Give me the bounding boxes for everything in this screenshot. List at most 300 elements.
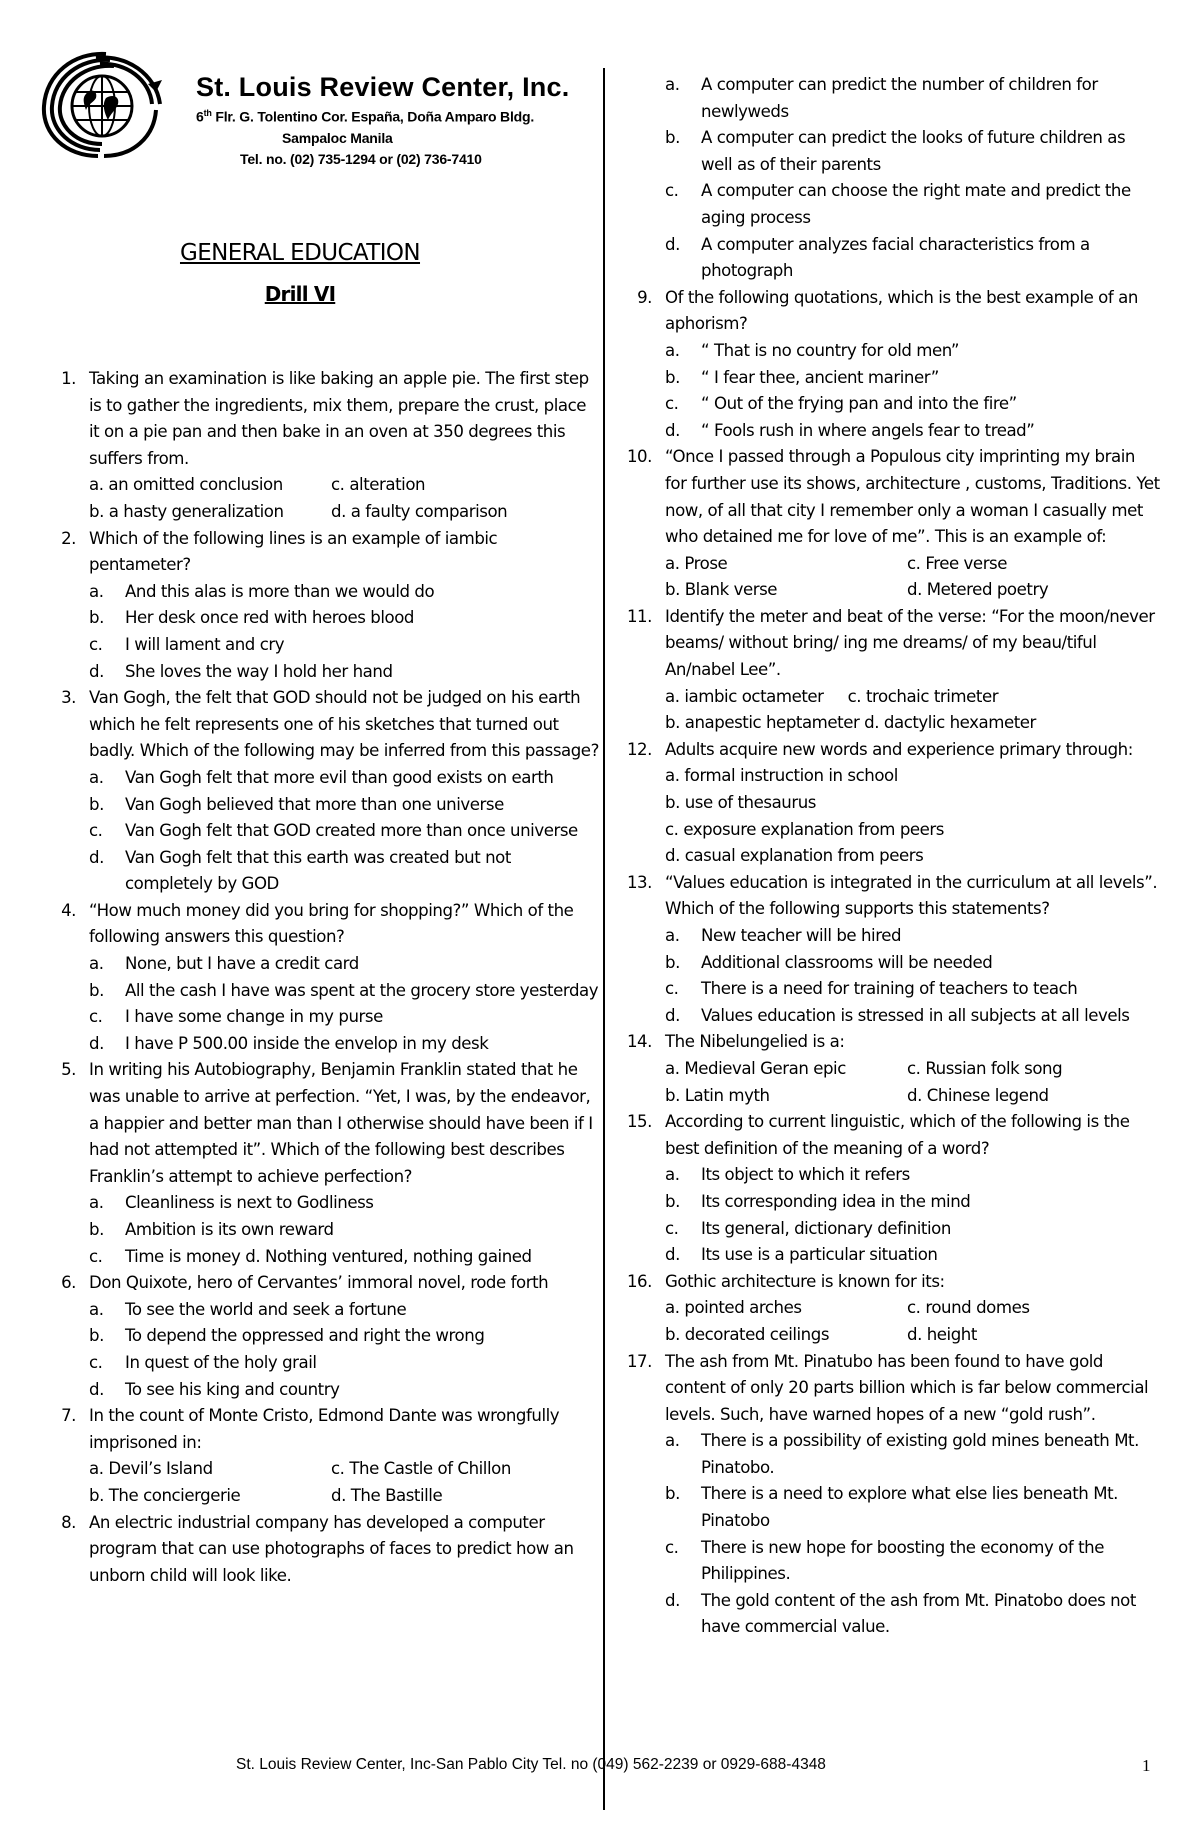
question-number: 17. bbox=[626, 1351, 652, 1371]
option-spacer bbox=[620, 1295, 665, 1322]
answer-option bbox=[44, 1323, 600, 1350]
option-text: Its use is a particular situation bbox=[701, 1245, 938, 1265]
option-text: To see the world and seek a fortune bbox=[125, 1299, 407, 1319]
answer-option bbox=[44, 978, 600, 1005]
option-spacer bbox=[44, 765, 89, 792]
question-block bbox=[44, 1510, 600, 1590]
option-text: In quest of the holy grail bbox=[125, 1352, 317, 1372]
option-spacer bbox=[620, 1428, 665, 1481]
option-choice: d. height bbox=[907, 1324, 977, 1344]
answer-option-line bbox=[620, 710, 1160, 737]
option-text: She loves the way I hold her hand bbox=[125, 661, 393, 681]
option-text: A computer analyzes facial characteristics from a photograph bbox=[701, 234, 1090, 281]
option-pair-body bbox=[665, 1295, 1160, 1322]
option-letter: d. bbox=[665, 1590, 680, 1610]
question-row bbox=[620, 1349, 1160, 1429]
question-row bbox=[44, 1403, 600, 1456]
option-text: And this alas is more than we would do bbox=[125, 581, 435, 601]
option-letter: c. bbox=[89, 821, 103, 841]
question-block bbox=[620, 737, 1160, 870]
question-text: Don Quixote, hero of Cervantes’ immoral novel, rode forth bbox=[89, 1273, 549, 1293]
option-letter: b. bbox=[665, 1484, 680, 1504]
option-choice: d. Metered poetry bbox=[907, 580, 1049, 600]
answer-option bbox=[620, 950, 1160, 977]
option-spacer bbox=[44, 1297, 89, 1324]
option-text: “ I fear thee, ancient mariner” bbox=[701, 367, 939, 387]
option-spacer bbox=[620, 710, 665, 737]
option-body bbox=[89, 951, 600, 978]
question-text: “How much money did you bring for shopping?” Which of the following answers this question? bbox=[89, 900, 574, 947]
column-divider bbox=[603, 68, 605, 1810]
option-letter: a. bbox=[665, 75, 680, 94]
question-block bbox=[620, 1109, 1160, 1269]
option-body bbox=[665, 365, 1160, 392]
option-text: Van Gogh felt that more evil than good exists on earth bbox=[125, 767, 554, 787]
answer-option bbox=[44, 1244, 600, 1271]
option-body bbox=[89, 659, 600, 686]
question-text: Of the following quotations, which is the best example of an aphorism? bbox=[665, 287, 1138, 334]
document-subtitle: Drill VI bbox=[264, 282, 336, 306]
option-text: a. formal instruction in school bbox=[665, 766, 898, 786]
option-spacer bbox=[44, 632, 89, 659]
question-text: Taking an examination is like baking an apple pie. The first step is to gather the ingredients, mix them, prepare the crust, place it on a pie pan and then bake in an oven at 350 degrees this suffers from. bbox=[89, 369, 589, 468]
address-line-2: Sampaloc Manila bbox=[282, 129, 393, 146]
option-body bbox=[89, 1004, 600, 1031]
option-letter: c. bbox=[665, 1537, 679, 1557]
option-letter: c. bbox=[665, 1218, 679, 1238]
option-spacer bbox=[44, 792, 89, 819]
option-spacer bbox=[44, 1456, 89, 1483]
question-row bbox=[620, 285, 1160, 338]
question-text: The ash from Mt. Pinatubo has been found to have gold content of only 20 parts billion which is far below commercial levels. Such, have warned hopes of a new “gold rush”. bbox=[665, 1351, 1149, 1424]
option-body bbox=[665, 125, 1160, 178]
option-spacer bbox=[44, 1483, 89, 1510]
option-choice: b. The conciergerie bbox=[89, 1485, 241, 1505]
option-text: Its corresponding idea in the mind bbox=[701, 1191, 971, 1211]
question-block bbox=[44, 1270, 600, 1403]
question-text: Identify the meter and beat of the verse: “For the moon/never beams/ without bring/ ing me dreams/ of my beau/tiful An/nabel Lee”. bbox=[665, 606, 1155, 680]
option-letter: b. bbox=[665, 1191, 680, 1211]
option-pair-body bbox=[665, 551, 1160, 578]
option-text: Its object to which it refers bbox=[701, 1165, 910, 1185]
option-spacer bbox=[44, 951, 89, 978]
question-text: “Values education is integrated in the curriculum at all levels”. Which of the following supports this statements? bbox=[665, 872, 1158, 919]
question-text: Which of the following lines is an example of iambic pentameter? bbox=[89, 528, 498, 575]
question-text: “Once I passed through a Populous city imprinting my brain for further use its shows, architecture , customs, Traditions. Yet now, of all that city I remember only a woman I casually met who detained me for love of me”. This is an example of: bbox=[665, 447, 1160, 547]
option-letter: a. bbox=[89, 1299, 104, 1319]
option-text: There is a need to explore what else lies beneath Mt. Pinatobo bbox=[701, 1484, 1118, 1531]
option-body bbox=[89, 1190, 600, 1217]
option-text: There is a possibility of existing gold mines beneath Mt. Pinatobo. bbox=[701, 1431, 1139, 1477]
footer bbox=[0, 1756, 1200, 1780]
question-row bbox=[620, 444, 1160, 550]
globe-logo-icon bbox=[36, 48, 168, 160]
option-spacer bbox=[620, 577, 665, 604]
answer-option bbox=[44, 579, 600, 606]
option-spacer bbox=[620, 1003, 665, 1030]
option-text: Van Gogh felt that this earth was created but not completely by GOD bbox=[125, 847, 511, 894]
option-body bbox=[89, 845, 600, 898]
option-spacer bbox=[44, 978, 89, 1005]
option-pair-body bbox=[89, 472, 600, 499]
option-choice: d. Chinese legend bbox=[907, 1085, 1049, 1105]
option-letter: b. bbox=[665, 128, 680, 148]
question-row bbox=[620, 1029, 1160, 1056]
option-body bbox=[665, 338, 1160, 365]
answer-option bbox=[620, 1535, 1160, 1588]
option-text: There is a need for training of teachers to teach bbox=[701, 979, 1078, 999]
option-spacer bbox=[620, 1216, 665, 1243]
question-text: Gothic architecture is known for its: bbox=[665, 1271, 945, 1291]
question-row bbox=[620, 870, 1160, 923]
option-spacer bbox=[620, 551, 665, 578]
option-spacer bbox=[620, 338, 665, 365]
option-spacer bbox=[620, 1588, 665, 1641]
answer-option bbox=[44, 632, 600, 659]
question-text: Van Gogh, the felt that GOD should not be judged on his earth which he felt represents one of his sketches that turned out badly. Which of the following may be inferred from this passage? bbox=[89, 688, 599, 761]
option-choice: c. Russian folk song bbox=[907, 1058, 1063, 1078]
option-text: Van Gogh believed that more than one universe bbox=[125, 794, 504, 814]
option-text: Values education is stressed in all subjects at all levels bbox=[701, 1005, 1130, 1025]
option-spacer bbox=[620, 763, 665, 790]
answer-option bbox=[620, 923, 1160, 950]
question-row bbox=[44, 366, 600, 472]
option-spacer bbox=[620, 391, 665, 418]
option-spacer bbox=[620, 684, 665, 711]
option-choice: b. Latin myth bbox=[665, 1085, 770, 1105]
option-pair-body bbox=[89, 499, 600, 526]
question-number: 6. bbox=[61, 1273, 76, 1293]
answer-option bbox=[44, 1217, 600, 1244]
answer-option bbox=[44, 1350, 600, 1377]
answer-option-pair bbox=[620, 1083, 1160, 1110]
question-number: 14. bbox=[626, 1032, 652, 1052]
question-text: According to current linguistic, which of the following is the best definition of the meaning of a word? bbox=[665, 1112, 1130, 1158]
option-body bbox=[89, 1244, 600, 1271]
option-letter: b. bbox=[89, 608, 104, 628]
option-pair-body bbox=[665, 577, 1160, 604]
option-choice: c. Free verse bbox=[907, 553, 1008, 573]
option-spacer bbox=[44, 579, 89, 606]
option-body bbox=[89, 978, 600, 1005]
option-text: c. exposure explanation from peers bbox=[665, 819, 945, 839]
question-number: 11. bbox=[626, 606, 652, 626]
option-letter: c. bbox=[89, 634, 103, 654]
option-spacer bbox=[620, 125, 665, 178]
option-letter: a. bbox=[89, 581, 104, 601]
option-spacer bbox=[44, 1377, 89, 1404]
question-block bbox=[44, 898, 600, 1058]
option-spacer bbox=[44, 605, 89, 632]
answer-option-line bbox=[620, 790, 1160, 817]
option-choice: b. decorated ceilings bbox=[665, 1324, 830, 1344]
question-block bbox=[620, 604, 1160, 737]
question-block bbox=[620, 72, 1160, 285]
answer-option bbox=[44, 1004, 600, 1031]
answer-option bbox=[620, 1428, 1160, 1481]
answer-option-line bbox=[620, 843, 1160, 870]
option-body bbox=[665, 1162, 1160, 1189]
option-body bbox=[665, 1242, 1160, 1269]
option-pair-body bbox=[89, 1456, 600, 1483]
question-row bbox=[44, 1510, 600, 1590]
question-block bbox=[620, 870, 1160, 1030]
question-block bbox=[620, 1029, 1160, 1109]
answer-option bbox=[620, 976, 1160, 1003]
option-spacer bbox=[620, 1535, 665, 1588]
question-text: The Nibelungelied is a: bbox=[665, 1032, 845, 1052]
option-body bbox=[89, 1217, 600, 1244]
option-text: b. anapestic heptameter d. dactylic hexameter bbox=[665, 713, 1036, 733]
document-title: GENERAL EDUCATION bbox=[179, 240, 421, 266]
option-letter: b. bbox=[89, 980, 104, 1000]
option-letter: c. bbox=[665, 394, 679, 414]
option-body bbox=[665, 391, 1160, 418]
question-block bbox=[44, 1403, 600, 1509]
answer-option bbox=[620, 1481, 1160, 1534]
option-text: I will lament and cry bbox=[125, 634, 285, 654]
answer-option-line bbox=[620, 684, 1160, 711]
option-letter: a. bbox=[89, 954, 104, 974]
question-block bbox=[620, 285, 1160, 445]
option-choice: a. an omitted conclusion bbox=[89, 475, 283, 495]
option-body bbox=[89, 818, 600, 845]
question-number: 4. bbox=[61, 900, 76, 920]
option-body bbox=[89, 1377, 600, 1404]
question-number: 13. bbox=[626, 872, 652, 892]
answer-option bbox=[620, 1003, 1160, 1030]
option-pair-body bbox=[665, 1056, 1160, 1083]
answer-option bbox=[44, 1377, 600, 1404]
answer-option bbox=[44, 659, 600, 686]
answer-option bbox=[620, 178, 1160, 231]
option-spacer bbox=[620, 1083, 665, 1110]
option-text: There is new hope for boosting the economy of the Philippines. bbox=[701, 1537, 1104, 1584]
option-spacer bbox=[620, 1481, 665, 1534]
question-number: 15. bbox=[626, 1112, 652, 1132]
option-body bbox=[665, 1189, 1160, 1216]
header bbox=[36, 48, 596, 178]
option-text: “ That is no country for old men” bbox=[701, 340, 960, 360]
answer-option bbox=[620, 1242, 1160, 1269]
answer-option bbox=[44, 845, 600, 898]
option-text: I have some change in my purse bbox=[125, 1007, 383, 1027]
option-pair-body bbox=[89, 1483, 600, 1510]
answer-option-pair bbox=[620, 551, 1160, 578]
option-body bbox=[665, 1588, 1160, 1641]
option-text: A computer can choose the right mate and predict the aging process bbox=[701, 181, 1131, 227]
option-text: b. use of thesaurus bbox=[665, 793, 816, 813]
question-number: 8. bbox=[61, 1512, 76, 1532]
page-number: 1 bbox=[1142, 1756, 1151, 1775]
answer-option-line bbox=[620, 763, 1160, 790]
option-choice: b. a hasty generalization bbox=[89, 501, 284, 521]
option-letter: d. bbox=[89, 661, 104, 681]
option-letter: d. bbox=[89, 1033, 104, 1053]
question-block bbox=[620, 444, 1160, 604]
option-spacer bbox=[44, 499, 89, 526]
option-text: Its general, dictionary definition bbox=[701, 1218, 951, 1238]
answer-option bbox=[620, 1189, 1160, 1216]
answer-option bbox=[620, 418, 1160, 445]
answer-option bbox=[620, 1216, 1160, 1243]
option-text: Ambition is its own reward bbox=[125, 1220, 334, 1239]
option-spacer bbox=[44, 1004, 89, 1031]
option-spacer bbox=[44, 1323, 89, 1350]
answer-option-pair bbox=[620, 1322, 1160, 1349]
answer-option-pair bbox=[620, 577, 1160, 604]
option-letter: a. bbox=[665, 1165, 680, 1185]
option-body bbox=[89, 1350, 600, 1377]
option-spacer bbox=[620, 1162, 665, 1189]
option-letter: b. bbox=[89, 1220, 104, 1239]
option-text: “ Out of the frying pan and into the fire” bbox=[701, 394, 1017, 414]
option-text: The gold content of the ash from Mt. Pinatobo does not have commercial value. bbox=[701, 1590, 1136, 1637]
option-letter: d. bbox=[665, 1245, 680, 1265]
option-letter: b. bbox=[665, 952, 680, 972]
option-spacer bbox=[620, 843, 665, 870]
option-letter: d. bbox=[89, 847, 104, 867]
answer-option-line bbox=[620, 817, 1160, 844]
answer-option-pair bbox=[44, 1483, 600, 1510]
option-spacer bbox=[620, 950, 665, 977]
answer-option bbox=[620, 72, 1160, 125]
answer-option bbox=[44, 951, 600, 978]
option-text: “ Fools rush in where angels fear to tread” bbox=[701, 420, 1035, 440]
option-letter: c. bbox=[89, 1246, 103, 1266]
answer-option bbox=[44, 1190, 600, 1217]
question-block bbox=[44, 526, 600, 686]
answer-option-pair bbox=[620, 1295, 1160, 1322]
question-number: 2. bbox=[61, 528, 76, 548]
answer-option bbox=[44, 605, 600, 632]
option-body bbox=[89, 579, 600, 606]
option-spacer bbox=[44, 1031, 89, 1058]
question-number: 5. bbox=[61, 1060, 76, 1080]
answer-option bbox=[620, 365, 1160, 392]
question-row bbox=[44, 898, 600, 951]
option-letter: a. bbox=[665, 926, 680, 945]
option-text: A computer can predict the looks of future children as well as of their parents bbox=[701, 128, 1126, 174]
address-line-1: 6th Flr. G. Tolentino Cor. España, Doña Amparo Bldg. bbox=[196, 108, 535, 125]
question-block bbox=[620, 1269, 1160, 1349]
option-letter: b. bbox=[665, 367, 680, 387]
option-text: d. casual explanation from peers bbox=[665, 846, 924, 866]
option-spacer bbox=[620, 790, 665, 817]
answer-option bbox=[620, 1588, 1160, 1641]
answer-option bbox=[44, 1297, 600, 1324]
answer-option-pair bbox=[44, 1456, 600, 1483]
option-spacer bbox=[620, 72, 665, 125]
option-letter: b. bbox=[89, 1326, 104, 1346]
question-text: In writing his Autobiography, Benjamin Franklin stated that he was unable to arrive at perfection. “Yet, I was, by the endeavor, a happier and better man than I otherwise should have been if I had not attempted it”. Which of the following best describes Franklin’s attempt to achieve perfection? bbox=[89, 1060, 593, 1186]
right-column bbox=[620, 72, 1160, 1641]
option-letter: d. bbox=[665, 420, 680, 440]
option-letter: c. bbox=[89, 1352, 103, 1372]
question-block bbox=[44, 366, 600, 526]
option-body bbox=[665, 1003, 1160, 1030]
option-letter: d. bbox=[89, 1379, 104, 1399]
question-number: 12. bbox=[626, 739, 652, 759]
question-row bbox=[620, 737, 1160, 764]
option-spacer bbox=[620, 178, 665, 231]
answer-option bbox=[44, 765, 600, 792]
option-body bbox=[89, 632, 600, 659]
question-number: 7. bbox=[61, 1406, 76, 1426]
option-text: Van Gogh felt that GOD created more than once universe bbox=[125, 821, 578, 841]
question-text: Adults acquire new words and experience primary through: bbox=[665, 739, 1133, 759]
option-letter: a. bbox=[665, 1431, 680, 1451]
option-spacer bbox=[44, 1244, 89, 1271]
option-body bbox=[665, 1535, 1160, 1588]
option-body bbox=[89, 1297, 600, 1324]
option-letter: a. bbox=[665, 340, 680, 360]
org-name: St. Louis Review Center, Inc. bbox=[196, 72, 570, 102]
option-body bbox=[665, 976, 1160, 1003]
option-spacer bbox=[620, 365, 665, 392]
option-letter: a. bbox=[89, 1193, 104, 1213]
answer-option bbox=[44, 792, 600, 819]
left-column bbox=[44, 366, 600, 1589]
answer-option bbox=[620, 1162, 1160, 1189]
option-text: Her desk once red with heroes blood bbox=[125, 608, 414, 628]
option-letter: a. bbox=[89, 767, 104, 787]
answer-option bbox=[44, 818, 600, 845]
answer-option bbox=[620, 338, 1160, 365]
option-body bbox=[89, 1323, 600, 1350]
option-spacer bbox=[620, 1322, 665, 1349]
option-body bbox=[89, 1031, 600, 1058]
option-choice: a. Medieval Geran epic bbox=[665, 1058, 846, 1078]
question-number: 16. bbox=[626, 1271, 652, 1291]
option-body bbox=[665, 72, 1160, 125]
option-body bbox=[665, 1216, 1160, 1243]
option-spacer bbox=[44, 1350, 89, 1377]
option-choice: d. a faulty comparison bbox=[331, 501, 508, 521]
option-body bbox=[665, 232, 1160, 285]
option-body bbox=[665, 178, 1160, 231]
answer-option-pair bbox=[620, 1056, 1160, 1083]
question-number: 1. bbox=[61, 369, 76, 388]
option-body bbox=[89, 765, 600, 792]
question-row bbox=[620, 1109, 1160, 1162]
option-body bbox=[665, 1481, 1160, 1534]
option-spacer bbox=[620, 817, 665, 844]
question-row bbox=[44, 1057, 600, 1190]
question-row bbox=[620, 1269, 1160, 1296]
option-text: To see his king and country bbox=[125, 1379, 340, 1399]
option-letter: d. bbox=[665, 1005, 680, 1025]
question-row bbox=[44, 685, 600, 765]
question-number: 9. bbox=[637, 287, 652, 307]
option-letter: c. bbox=[665, 979, 679, 999]
question-number: 10. bbox=[626, 447, 652, 467]
option-text: Additional classrooms will be needed bbox=[701, 952, 993, 972]
option-spacer bbox=[44, 472, 89, 499]
option-pair-body bbox=[665, 1083, 1160, 1110]
telephone-line: Tel. no. (02) 735-1294 or (02) 736-7410 bbox=[240, 150, 482, 167]
option-spacer bbox=[44, 845, 89, 898]
answer-option-pair bbox=[44, 499, 600, 526]
option-text: New teacher will be hired bbox=[701, 926, 902, 945]
question-text: An electric industrial company has developed a computer program that can use photographs of faces to predict how an unborn child will look like. bbox=[89, 1512, 574, 1585]
option-choice: a. Devil’s Island bbox=[89, 1459, 213, 1479]
option-spacer bbox=[620, 1189, 665, 1216]
option-text: a. iambic octameter c. trochaic trimeter bbox=[665, 686, 999, 706]
question-row bbox=[44, 526, 600, 579]
question-block bbox=[44, 1057, 600, 1270]
option-text: None, but I have a credit card bbox=[125, 954, 359, 974]
